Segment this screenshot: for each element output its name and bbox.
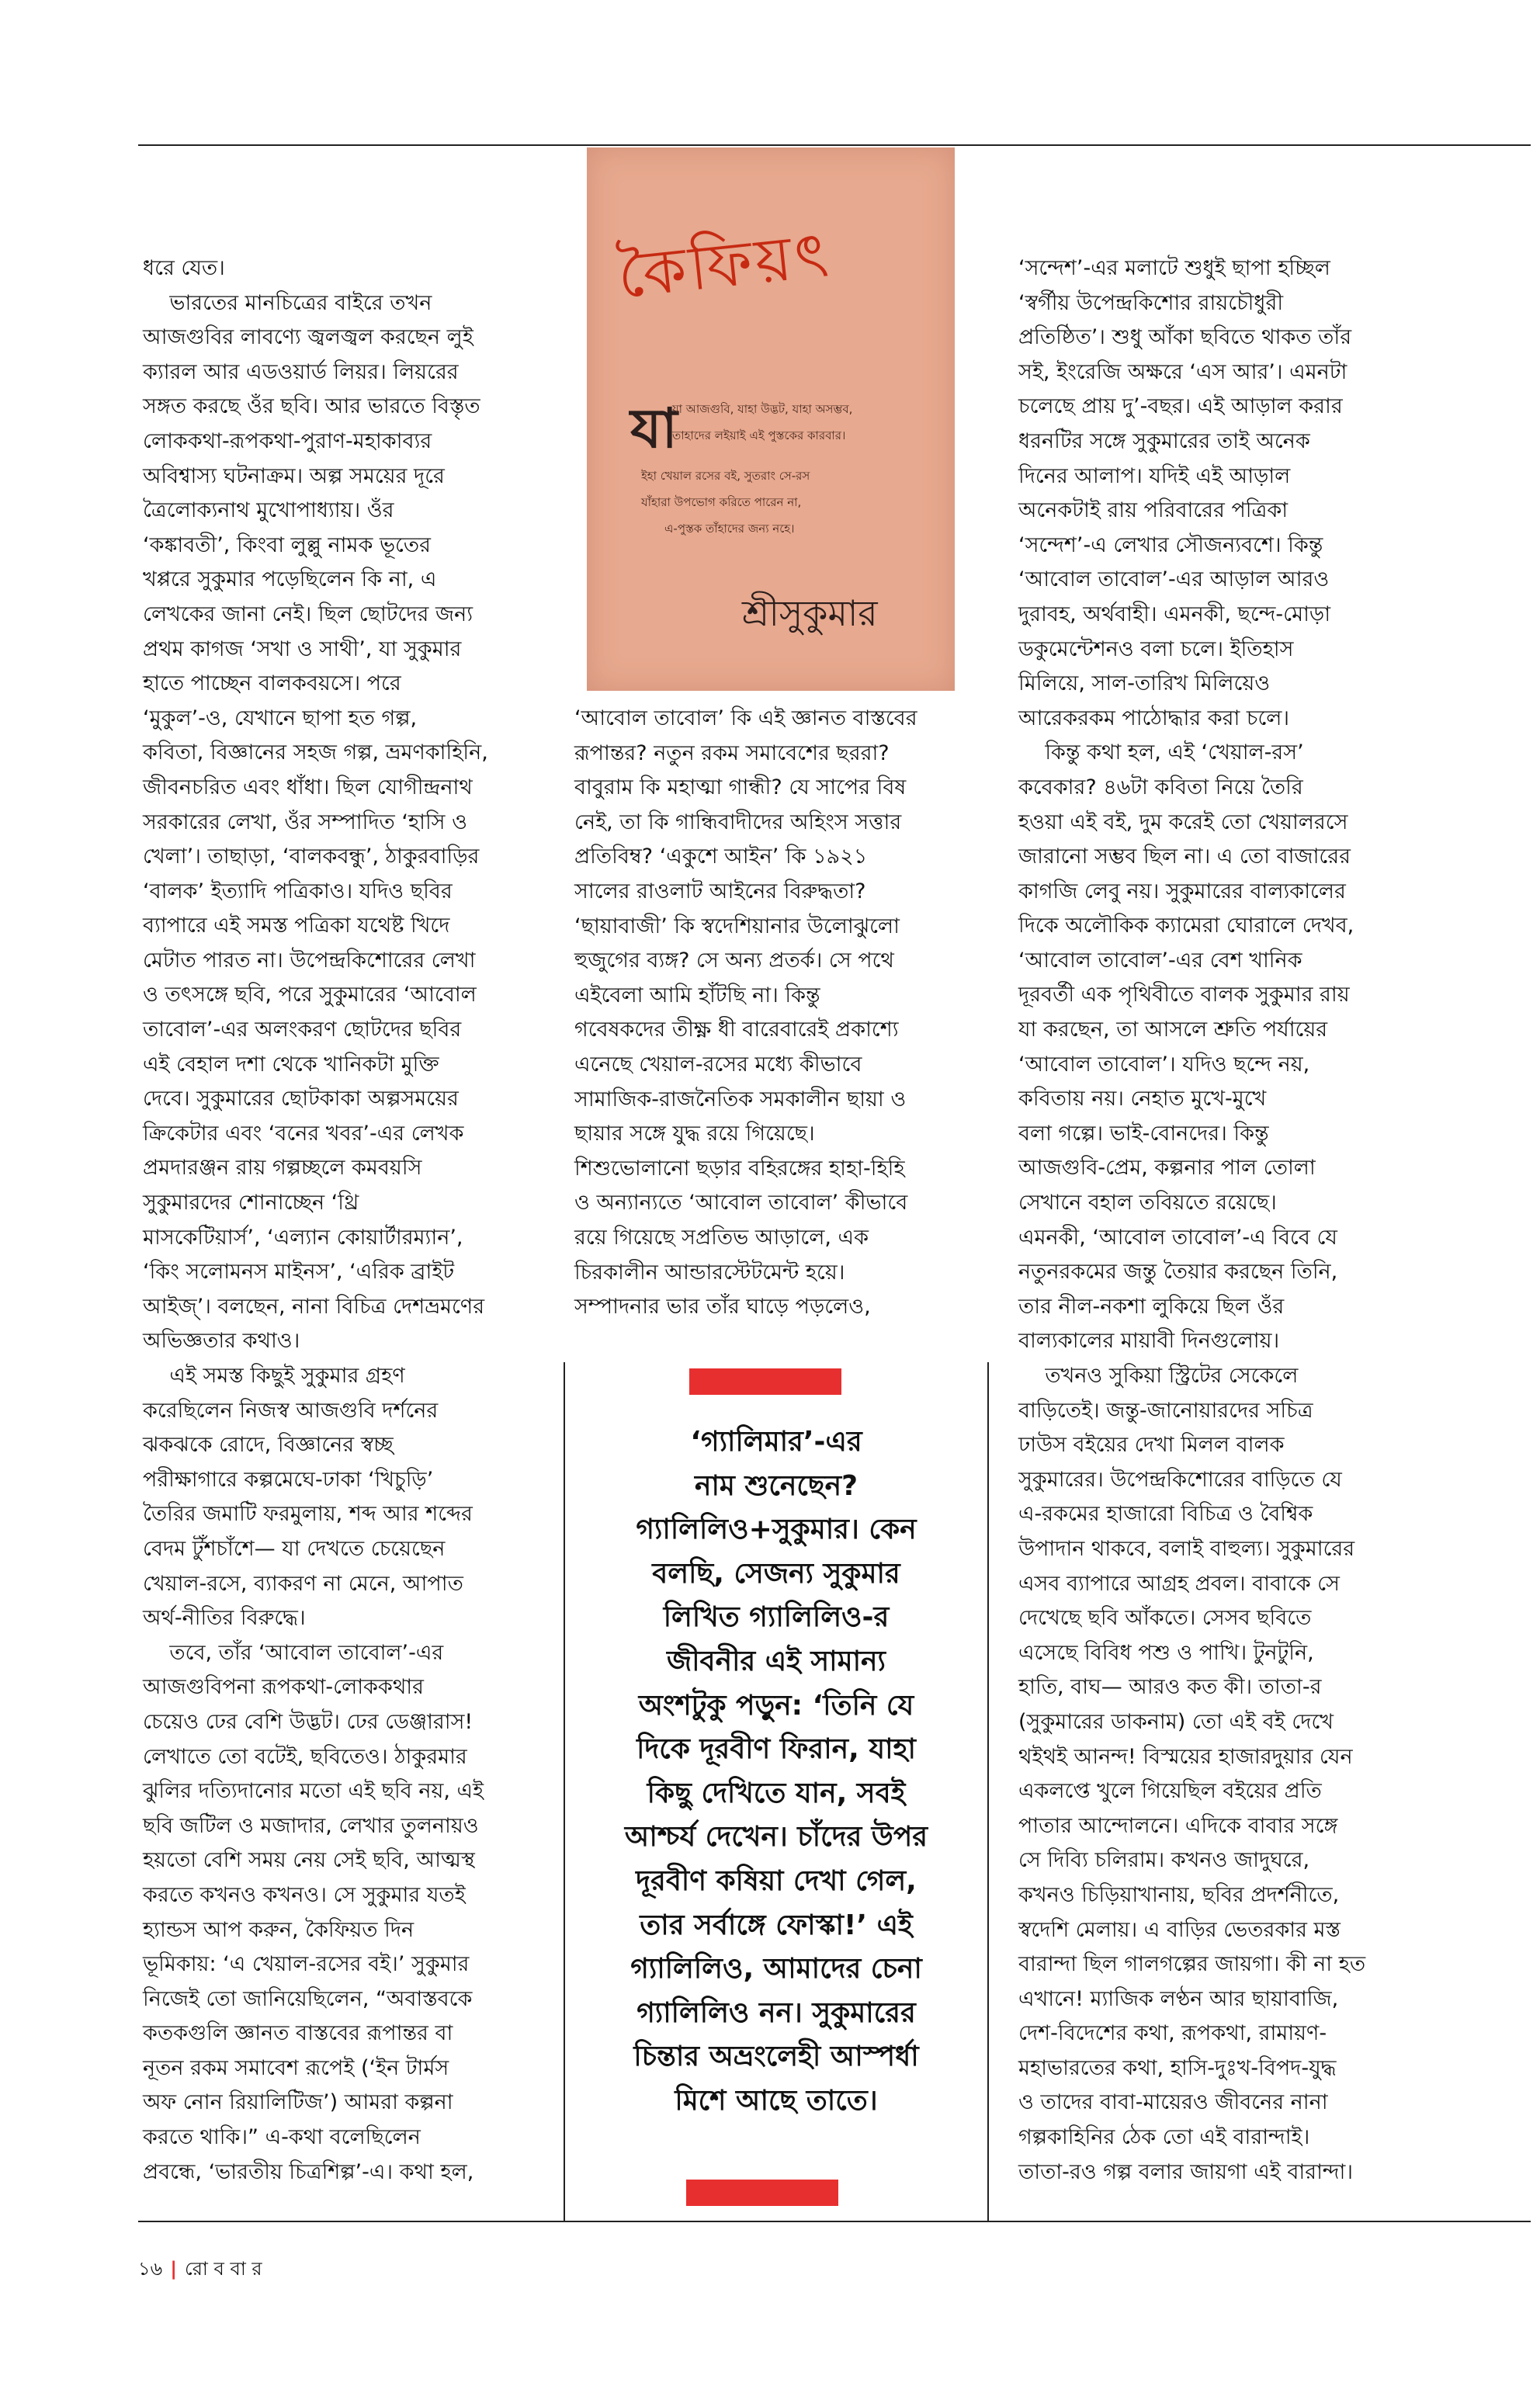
article-text-line: করতে থাকি।” এ-কথা বলেছিলেন bbox=[143, 2125, 421, 2150]
article-text-line: ‘সন্দেশ’-এর মলাটে শুধুই ছাপা হচ্ছিল bbox=[1018, 256, 1330, 280]
article-text-line: অবিশ্বাস্য ঘটনাক্রম। অল্প সময়ের দূরে bbox=[143, 463, 445, 488]
pull-quote-line: মিশে আছে তাতে। bbox=[675, 2084, 878, 2117]
article-text-line: লেখকের জানা নেই। ছিল ছোটদের জন্য bbox=[143, 602, 473, 626]
bottom-rule bbox=[138, 2221, 1531, 2222]
article-text-line: ও তৎসঙ্গে ছবি, পরে সুকুমারের ‘আবোল bbox=[143, 983, 477, 1007]
article-text-line: এইবেলা আমি হাঁটছি না। কিন্তু bbox=[574, 983, 820, 1007]
article-text-line: সরকারের লেখা, ওঁর সম্পাদিত ‘হাসি ও bbox=[143, 810, 467, 834]
article-text-line: কতকগুলি জ্ঞানত বাস্তবের রূপান্তর বা bbox=[143, 2021, 453, 2046]
article-text-line: অফ নোন রিয়ালিটিজ’) আমরা কল্পনা bbox=[143, 2090, 453, 2115]
article-text-line: তাবোল’-এর অলংকরণ ছোটদের ছবির bbox=[143, 1018, 462, 1042]
article-text-line: ও অন্যান্যতে ‘আবোল তাবোল’ কীভাবে bbox=[574, 1191, 908, 1216]
cover-text-line: এ-পুস্তক তাঁহাদের জন্য নহে। bbox=[664, 522, 795, 536]
cover-title: কৈফিয়ৎ bbox=[614, 217, 835, 313]
article-text-line: শিশুভোলানো ছড়ার বহিরঙ্গের হাহা-হিহি bbox=[574, 1156, 905, 1181]
article-column-2 bbox=[574, 702, 978, 1325]
article-text-line: সে দিব্যি চলিরাম। কখনও জাদুঘরে, bbox=[1018, 1848, 1310, 1873]
article-text-line: লেখাতে তো বটেই, ছবিতেও। ঠাকুরমার bbox=[143, 1744, 467, 1769]
article-text-line: আজগুবি-প্রেম, কল্পনার পাল তোলা bbox=[1018, 1156, 1316, 1181]
article-text-line: অভিজ্ঞতার কথাও। bbox=[143, 1329, 300, 1354]
article-text-line: রয়ে গিয়েছে সপ্রতিভ আড়ালে, এক bbox=[574, 1225, 869, 1250]
article-text-line: এখানে! ম্যাজিক লণ্ঠন আর ছায়াবাজি, bbox=[1018, 1986, 1339, 2011]
article-text-line: চেয়েও ঢের বেশি উদ্ভট। ঢের ডেঞ্জারাস! bbox=[143, 1709, 473, 1734]
article-text-line: নূতন রকম সমাবেশ রূপেই (‘ইন টার্মস bbox=[143, 2055, 449, 2080]
article-text-line: বাড়িতেই। জন্তু-জানোয়ারদের সচিত্র bbox=[1018, 1398, 1313, 1423]
pull-quote-line: দূরবীণ কষিয়া দেখা গেল, bbox=[636, 1864, 917, 1897]
article-text-line: খপ্পরে সুকুমার পড়েছিলেন কি না, এ bbox=[143, 567, 437, 592]
cover-text-line: যাঁহারা উপভোগ করিতে পারেন না, bbox=[641, 495, 802, 509]
magazine-name: রো ব বা র bbox=[184, 2258, 262, 2280]
article-text-line: জীবনচরিত এবং ধাঁধা। ছিল যোগীন্দ্রনাথ bbox=[143, 775, 473, 799]
pullquote-top-bar bbox=[689, 1368, 841, 1395]
article-text-line: হুজুগের ব্যঙ্গ? সে অন্য প্রতর্ক। সে পথে bbox=[574, 949, 894, 973]
article-text-line: সুকুমারের। উপেন্দ্রকিশোরের বাড়িতে যে bbox=[1018, 1467, 1342, 1492]
article-text-line: রূপান্তর? নতুন রকম সমাবেশের ছররা? bbox=[574, 740, 890, 765]
article-text-line: ‘কঙ্কাবতী’, কিংবা লুল্লু নামক ভূতের bbox=[143, 532, 432, 557]
article-text-line: চলেছে প্রায় দু’-বছর। এই আড়াল করার bbox=[1018, 394, 1343, 419]
article-text-line: ‘স্বর্গীয় উপেন্দ্রকিশোর রায়চৌধুরী bbox=[1018, 290, 1284, 315]
article-text-line: ‘সন্দেশ’-এ লেখার সৌজন্যবশে। কিন্তু bbox=[1018, 532, 1323, 557]
article-text-line: ও তাদের বাবা-মায়েরও জীবনের নানা bbox=[1018, 2090, 1328, 2115]
article-text-line: উপাদান থাকবে, বলাই বাহুল্য। সুকুমারের bbox=[1018, 1536, 1355, 1561]
article-text-line: কবেকার? ৪৬টা কবিতা নিয়ে তৈরি bbox=[1018, 775, 1303, 799]
pull-quote-line: আশ্চর্য দেখেন। চাঁদের উপর bbox=[624, 1821, 928, 1854]
column-divider-right bbox=[987, 1362, 989, 2221]
pull-quote-line: অংশটুকু পড়ুন: ‘তিনি যে bbox=[638, 1689, 914, 1722]
article-text-line: প্রবন্ধে, ‘ভারতীয় চিত্রশিল্প’-এ। কথা হল, bbox=[143, 2159, 474, 2184]
article-text-line: কখনও চিড়িয়াখানায়, ছবির প্রদর্শনীতে, bbox=[1018, 1882, 1340, 1907]
pull-quote-line: বলছি, সেজন্য সুকুমার bbox=[652, 1557, 900, 1590]
article-text-line: এই বেহাল দশা থেকে খানিকটা মুক্তি bbox=[143, 1052, 439, 1077]
article-text-line: সুকুমারদের শোনাচ্ছেন ‘থ্রি bbox=[143, 1191, 359, 1216]
cover-text-line: যা আজগুবি, যাহা উদ্ভট, যাহা অসম্ভব, bbox=[672, 402, 853, 416]
cover-text-line: ইহা খেয়াল রসের বই, সুতরাং সে-রস bbox=[641, 469, 810, 483]
article-text-line: কবিতা, বিজ্ঞানের সহজ গল্প, ভ্রমণকাহিনি, bbox=[143, 740, 488, 765]
article-text-line: প্রতিবিম্ব? ‘একুশে আইন’ কি ১৯২১ bbox=[574, 844, 868, 869]
article-text-line: বাল্যকালের মায়াবী দিনগুলোয়। bbox=[1018, 1329, 1280, 1354]
article-text-line: এমনকী, ‘আবোল তাবোল’-এ বিবে যে bbox=[1018, 1225, 1337, 1250]
article-text-line: দেবে। সুকুমারের ছোটকাকা অল্পসময়ের bbox=[143, 1087, 459, 1112]
pull-quote-line: নাম শুনেছেন? bbox=[694, 1469, 858, 1502]
cover-text-line: তাহাদের লইয়াই এই পুস্তকের কারবার। bbox=[672, 428, 846, 442]
article-text-line: কিন্তু কথা হল, এই ‘খেয়াল-রস’ bbox=[1018, 740, 1304, 765]
article-text-line: হ্যান্ডস আপ করুন, কৈফিয়ত দিন bbox=[143, 1917, 414, 1942]
article-text-line: পাতার আন্দোলনে। এদিকে বাবার সঙ্গে bbox=[1018, 1813, 1338, 1838]
cover-signature: শ্রীসুকুমার bbox=[742, 592, 878, 634]
article-text-line: আইজ্’। বলছেন, নানা বিচিত্র দেশভ্রমণের bbox=[143, 1294, 485, 1319]
article-text-line: হয়তো বেশি সময় নেয় সেই ছবি, আত্মস্থ bbox=[143, 1848, 475, 1873]
article-text-line: সঙ্গত করছে ওঁর ছবি। আর ভারতে বিস্তৃত bbox=[143, 394, 480, 419]
article-text-line: একলপ্তে খুলে গিয়েছিল বইয়ের প্রতি bbox=[1018, 1779, 1322, 1804]
top-rule bbox=[138, 144, 1531, 146]
article-text-line: ‘ছায়াবাজী’ কি স্বদেশিয়ানার উলোঝুলো bbox=[574, 914, 900, 938]
pull-quote-line: দিকে দূরবীণ ফিরান, যাহা bbox=[636, 1733, 916, 1766]
article-text-line: দুরাবহ, অর্থবাহী। এমনকী, ছন্দে-মোড়া bbox=[1018, 602, 1331, 626]
article-text-line: নেই, তা কি গান্ধিবাদীদের অহিংস সত্তার bbox=[574, 810, 902, 834]
article-text-line: হওয়া এই বই, দুম করেই তো খেয়ালরসে bbox=[1018, 810, 1348, 834]
article-text-line: লোককথা-রূপকথা-পুরাণ-মহাকাব্যর bbox=[143, 428, 432, 453]
article-text-line: ভারতের মানচিত্রের বাইরে তখন bbox=[143, 290, 432, 315]
article-text-line: বলা গল্পে। ভাই-বোনদের। কিন্তু bbox=[1018, 1121, 1269, 1146]
article-text-line: সেখানে বহাল তবিয়তে রয়েছে। bbox=[1018, 1191, 1277, 1216]
page-number: ১৬ bbox=[138, 2258, 163, 2280]
article-text-line: অনেকটাই রায় পরিবারের পত্রিকা bbox=[1018, 498, 1289, 523]
pull-quote-line: গ্যালিলিও, আমাদের চেনা bbox=[630, 1953, 922, 1985]
article-text-line: ঝকঝকে রোদে, বিজ্ঞানের স্বচ্ছ bbox=[143, 1433, 394, 1458]
article-text-line: দেখেছে ছবি আঁকতে। সেসব ছবিতে bbox=[1018, 1606, 1312, 1631]
article-text-line: এনেছে খেয়াল-রসের মধ্যে কীভাবে bbox=[574, 1052, 862, 1077]
pull-quote-line: গ্যালিলিও নন। সুকুমারের bbox=[636, 1996, 916, 2029]
article-text-line: দেশ-বিদেশের কথা, রূপকথা, রামায়ণ- bbox=[1018, 2021, 1327, 2046]
page-footer bbox=[138, 2255, 262, 2286]
article-text-line: হাতে পাচ্ছেন বালকবয়সে। পরে bbox=[143, 671, 401, 696]
article-text-line: খেলা’। তাছাড়া, ‘বালকবন্ধু’, ঠাকুরবাড়ির bbox=[143, 844, 480, 869]
article-text-line: ত্রৈলোক্যনাথ মুখোপাধ্যায়। ওঁর bbox=[143, 498, 394, 523]
cover-initial-letter: যা bbox=[630, 396, 678, 460]
article-text-line: গল্পকাহিনির ঠেক তো এই বারান্দাই। bbox=[1018, 2125, 1310, 2150]
article-text-line: এসেছে বিবিধ পশু ও পাখি। টুনটুনি, bbox=[1018, 1640, 1314, 1665]
article-text-line: মাসকেটিয়ার্স’, ‘এল্যান কোয়ার্টারম্যান’, bbox=[143, 1225, 463, 1250]
article-text-line: বাবুরাম কি মহাত্মা গান্ধী? যে সাপের বিষ bbox=[574, 775, 907, 800]
article-text-line: তাতা-রও গল্প বলার জায়গা এই বারান্দা। bbox=[1018, 2159, 1354, 2184]
article-text-line: দিকে অলৌকিক ক্যামেরা ঘোরালে দেখব, bbox=[1018, 914, 1354, 938]
article-text-line: ‘আবোল তাবোল’। যদিও ছন্দে নয়, bbox=[1018, 1052, 1310, 1077]
article-text-line: (সুকুমারের ডাকনাম) তো এই বই দেখে bbox=[1018, 1709, 1334, 1734]
article-text-line: পরীক্ষাগারে কল্পমেঘে-ঢাকা ‘খিচুড়ি’ bbox=[143, 1467, 434, 1492]
article-text-line: ধরে যেত। bbox=[143, 256, 225, 280]
article-text-line: ঢাউস বইয়ের দেখা মিলল বালক bbox=[1018, 1433, 1285, 1458]
article-text-line: এসব ব্যাপারে আগ্রহ প্রবল। বাবাকে সে bbox=[1018, 1571, 1340, 1596]
article-text-line: ঝুলির দত্যিদানোর মতো এই ছবি নয়, এই bbox=[143, 1779, 484, 1804]
pullquote-bottom-bar bbox=[686, 2180, 838, 2206]
article-text-line: ‘আবোল তাবোল’ কি এই জ্ঞানত বাস্তবের bbox=[574, 706, 917, 730]
article-text-line: ছায়ার সঙ্গে যুদ্ধ রয়ে গিয়েছে। bbox=[574, 1122, 815, 1146]
article-text-line: প্রমদারঞ্জন রায় গল্পচ্ছলে কমবয়সি bbox=[143, 1156, 422, 1181]
article-text-line: নতুনরকমের জন্তু তৈয়ার করছেন তিনি, bbox=[1018, 1260, 1338, 1285]
article-text-line: আজগুবিপনা রূপকথা-লোককথার bbox=[143, 1675, 424, 1700]
article-text-line: এ-রকমের হাজারো বিচিত্র ও বৈশ্বিক bbox=[1018, 1502, 1313, 1527]
article-text-line: ‘মুকুল’-ও, যেখানে ছাপা হত গল্প, bbox=[143, 706, 418, 730]
article-text-line: ধরনটির সঙ্গে সুকুমারের তাই অনেক bbox=[1018, 428, 1310, 453]
article-text-line: সালের রাওলাট আইনের বিরুদ্ধতা? bbox=[574, 879, 866, 903]
book-cover-image bbox=[587, 147, 955, 691]
article-text-line: চিরকালীন আন্ডারস্টেটমেন্ট হয়ে। bbox=[574, 1260, 845, 1285]
article-text-line: গবেষকদের তীক্ষ্ণ ধী বারেবারেই প্রকাশ্যে bbox=[574, 1018, 899, 1042]
column-divider-left bbox=[564, 1362, 565, 2221]
article-text-line: সই, ইংরেজি অক্ষরে ‘এস আর’। এমনটা bbox=[1018, 359, 1348, 384]
pull-quote-line: জীবনীর এই সামান্য bbox=[667, 1645, 886, 1677]
pull-quote-line: ‘গ্যালিমার’-এর bbox=[690, 1426, 862, 1458]
article-text-line: দূরবর্তী এক পৃথিবীতে বালক সুকুমার রায় bbox=[1018, 983, 1350, 1007]
article-text-line: করতে কখনও কখনও। সে সুকুমার যতই bbox=[143, 1882, 466, 1907]
article-text-line: নিজেই তো জানিয়েছিলেন, “অবাস্তবকে bbox=[143, 1986, 473, 2011]
article-text-line: জারানো সম্ভব ছিল না। এ তো বাজারের bbox=[1018, 844, 1351, 869]
article-column-3 bbox=[1018, 251, 1422, 2190]
pull-quote-line: তার সর্বাঙ্গে ফোস্কা!’ এই bbox=[640, 1909, 913, 1941]
article-column-1 bbox=[143, 251, 531, 2190]
pull-quote bbox=[574, 1420, 978, 2124]
article-text-line: অর্থ-নীতির বিরুদ্ধে। bbox=[143, 1606, 306, 1631]
article-text-line: আজগুবির লাবণ্যে জ্বলজ্বল করছেন লুই bbox=[143, 325, 473, 350]
article-text-line: করেছিলেন নিজস্ব আজগুবি দর্শনের bbox=[143, 1398, 439, 1423]
article-text-line: তখনও সুকিয়া স্ট্রিটের সেকেলে bbox=[1018, 1364, 1299, 1388]
footer-separator: | bbox=[170, 2258, 177, 2280]
article-text-line: তার নীল-নকশা লুকিয়ে ছিল ওঁর bbox=[1018, 1294, 1285, 1319]
pull-quote-line: গ্যালিলিও+সুকুমার। কেন bbox=[636, 1514, 917, 1546]
article-text-line: ডকুমেন্টেশনও বলা চলে। ইতিহাস bbox=[1018, 636, 1294, 661]
article-text-line: মহাভারতের কথা, হাসি-দুঃখ-বিপদ-যুদ্ধ bbox=[1018, 2055, 1337, 2080]
article-text-line: এই সমস্ত কিছুই সুকুমার গ্রহণ bbox=[143, 1364, 405, 1388]
article-text-line: কবিতায় নয়। নেহাত মুখে-মুখে bbox=[1018, 1087, 1267, 1112]
article-text-line: সম্পাদনার ভার তাঁর ঘাড়ে পড়লেও, bbox=[574, 1295, 871, 1320]
article-text-line: বারান্দা ছিল গালগল্পের জায়গা। কী না হত bbox=[1018, 1952, 1366, 1977]
pull-quote-line: লিখিত গ্যালিলিও-র bbox=[663, 1601, 890, 1634]
article-text-line: ‘বালক’ ইত্যাদি পত্রিকাও। যদিও ছবির bbox=[143, 879, 453, 903]
article-text-line: ‘আবোল তাবোল’-এর আড়াল আরও bbox=[1018, 567, 1330, 592]
article-text-line: প্রথম কাগজ ‘সখা ও সাথী’, যা সুকুমার bbox=[143, 636, 462, 661]
article-text-line: ‘কিং সলোমনস মাইনস’, ‘এরিক ব্রাইট bbox=[143, 1260, 455, 1285]
article-text-line: যা করছেন, তা আসলে শ্রুতি পর্যায়ের bbox=[1018, 1018, 1328, 1042]
article-text-line: ভূমিকায়: ‘এ খেয়াল-রসের বই।’ সুকুমার bbox=[143, 1952, 470, 1977]
article-text-line: মেটাত পারত না। উপেন্দ্রকিশোরের লেখা bbox=[143, 948, 476, 973]
article-text-line: ক্যারল আর এডওয়ার্ড লিয়র। লিয়রের bbox=[143, 359, 459, 384]
pull-quote-line: কিছু দেখিতে যান, সবই bbox=[647, 1777, 906, 1809]
article-text-line: আরেকরকম পাঠোদ্ধার করা চলে। bbox=[1018, 706, 1290, 730]
article-text-line: ছবি জটিল ও মজাদার, লেখার তুলনায়ও bbox=[143, 1813, 479, 1838]
article-text-line: তৈরির জমাটি ফরমুলায়, শব্দ আর শব্দের bbox=[143, 1502, 473, 1527]
article-text-line: খেয়াল-রসে, ব্যাকরণ না মেনে, আপাত bbox=[143, 1571, 463, 1596]
article-text-line: মিলিয়ে, সাল-তারিখ মিলিয়েও bbox=[1018, 671, 1271, 696]
article-text-line: প্রতিষ্ঠিত’। শুধু আঁকা ছবিতে থাকত তাঁর bbox=[1018, 325, 1352, 350]
article-text-line: বেদম টুঁশচাঁশে— যা দেখতে চেয়েছেন bbox=[143, 1536, 446, 1561]
article-text-line: সামাজিক-রাজনৈতিক সমকালীন ছায়া ও bbox=[574, 1087, 907, 1112]
article-text-line: হাতি, বাঘ— আরও কত কী। তাতা-র bbox=[1018, 1675, 1322, 1700]
article-text-line: কাগজি লেবু নয়। সুকুমারের বাল্যকালের bbox=[1018, 879, 1346, 903]
pull-quote-line: চিন্তার অভ্রংলেহী আস্পর্ধা bbox=[633, 2041, 919, 2073]
article-text-line: ক্রিকেটার এবং ‘বনের খবর’-এর লেখক bbox=[143, 1121, 464, 1146]
article-text-line: ব্যাপারে এই সমস্ত পত্রিকা যথেষ্ট খিদে bbox=[143, 914, 450, 938]
article-text-line: দিনের আলাপ। যদিই এই আড়াল bbox=[1018, 463, 1291, 488]
article-text-line: স্বদেশি মেলায়। এ বাড়ির ভেতরকার মস্ত bbox=[1018, 1917, 1341, 1942]
article-text-line: থইথই আনন্দ! বিস্ময়ের হাজারদুয়ার যেন bbox=[1018, 1744, 1353, 1769]
article-text-line: ‘আবোল তাবোল’-এর বেশ খানিক bbox=[1018, 948, 1302, 973]
article-text-line: তবে, তাঁর ‘আবোল তাবোল’-এর bbox=[143, 1640, 444, 1665]
